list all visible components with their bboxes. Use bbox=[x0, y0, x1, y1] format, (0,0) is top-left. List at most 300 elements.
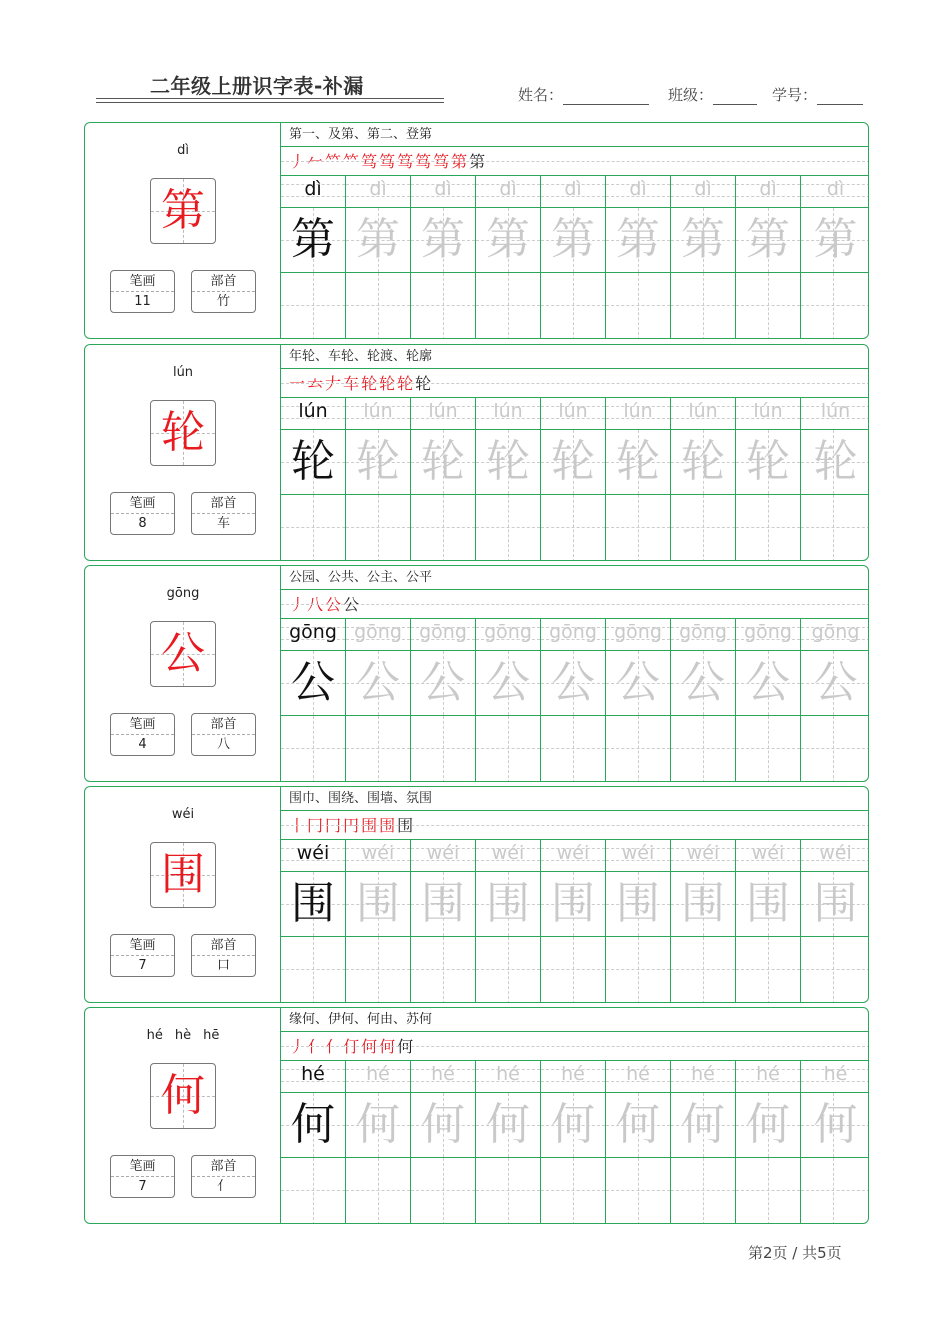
pinyin-cell[interactable] bbox=[606, 176, 670, 208]
main-char: 公 bbox=[161, 628, 205, 679]
trace-char: 轮 bbox=[486, 436, 530, 487]
pinyin-reading: hē bbox=[203, 1028, 220, 1043]
practice-column bbox=[671, 619, 736, 782]
practice-pinyin: hé bbox=[756, 1063, 780, 1085]
write-cell[interactable] bbox=[736, 937, 800, 1003]
practice-column bbox=[801, 398, 869, 561]
write-cell[interactable] bbox=[411, 273, 475, 339]
stroke-step: 丿 bbox=[289, 1037, 306, 1056]
stroke-count-label: 笔画 bbox=[111, 935, 174, 956]
stroke-step: 𥫗 bbox=[325, 152, 342, 171]
practice-column bbox=[606, 619, 671, 782]
practice-column bbox=[801, 840, 869, 1003]
practice-pinyin: hé bbox=[561, 1063, 585, 1085]
trace-cell[interactable] bbox=[671, 208, 735, 273]
trace-cell[interactable] bbox=[281, 208, 345, 273]
trace-cell[interactable] bbox=[736, 208, 800, 273]
practice-pinyin: wéi bbox=[751, 842, 785, 864]
trace-cell[interactable] bbox=[281, 430, 345, 495]
trace-cell[interactable] bbox=[671, 430, 735, 495]
pinyin-cell[interactable] bbox=[346, 619, 410, 651]
pinyin-cell[interactable] bbox=[801, 398, 869, 430]
radical-label: 部首 bbox=[192, 714, 255, 735]
stroke-step: 车 bbox=[343, 374, 360, 393]
stroke-step: 丨 bbox=[289, 816, 306, 835]
trace-cell[interactable] bbox=[541, 208, 605, 273]
practice-pinyin: dì bbox=[564, 178, 582, 200]
write-cell[interactable] bbox=[541, 273, 605, 339]
trace-cell[interactable] bbox=[281, 651, 345, 716]
practice-column bbox=[476, 619, 541, 782]
trace-char: 围 bbox=[681, 878, 725, 929]
trace-cell[interactable] bbox=[801, 208, 869, 273]
write-cell[interactable] bbox=[281, 495, 345, 561]
radical-box bbox=[191, 492, 256, 535]
trace-char: 第 bbox=[421, 214, 465, 265]
trace-cell[interactable] bbox=[476, 430, 540, 495]
trace-char: 公 bbox=[356, 657, 400, 708]
practice-pinyin: wéi bbox=[686, 842, 720, 864]
practice-pinyin: dì bbox=[499, 178, 517, 200]
pinyin-cell[interactable] bbox=[541, 176, 605, 208]
pinyin-cell[interactable] bbox=[346, 176, 410, 208]
write-cell[interactable] bbox=[801, 273, 869, 339]
stroke-step: 围 bbox=[397, 816, 414, 835]
practice-pinyin: gōng bbox=[354, 621, 402, 643]
trace-cell[interactable] bbox=[736, 872, 800, 937]
stroke-count-value: 7 bbox=[138, 958, 147, 973]
practice-column bbox=[541, 1061, 606, 1224]
practice-pinyin: gōng bbox=[484, 621, 532, 643]
stroke-step: 何 bbox=[397, 1037, 414, 1056]
stroke-step: 围 bbox=[361, 816, 378, 835]
practice-pinyin: hé bbox=[366, 1063, 390, 1085]
pinyin-cell[interactable] bbox=[411, 840, 475, 872]
stroke-step: 轮 bbox=[379, 374, 396, 393]
pinyin-cell[interactable] bbox=[541, 840, 605, 872]
practice-pinyin: gōng bbox=[614, 621, 662, 643]
radical-value: 八 bbox=[216, 737, 230, 752]
practice-column bbox=[411, 619, 476, 782]
trace-cell[interactable] bbox=[801, 1093, 869, 1158]
pinyin-cell[interactable] bbox=[736, 840, 800, 872]
pinyin-cell[interactable] bbox=[346, 840, 410, 872]
stroke-step: 丿 bbox=[289, 152, 306, 171]
pinyin-cell[interactable] bbox=[606, 398, 670, 430]
trace-char: 第 bbox=[681, 214, 725, 265]
trace-char: 公 bbox=[681, 657, 725, 708]
pinyin-cell[interactable] bbox=[346, 1061, 410, 1093]
trace-char: 第 bbox=[356, 214, 400, 265]
write-cell[interactable] bbox=[606, 273, 670, 339]
pinyin-cell[interactable] bbox=[541, 1061, 605, 1093]
pinyin-cell[interactable] bbox=[801, 619, 869, 651]
pinyin-cell[interactable] bbox=[541, 619, 605, 651]
practice-column bbox=[476, 1061, 541, 1224]
practice-pinyin: lún bbox=[623, 400, 653, 422]
write-cell[interactable] bbox=[736, 495, 800, 561]
stroke-count-value: 4 bbox=[138, 737, 147, 752]
practice-pinyin: dì bbox=[694, 178, 712, 200]
trace-char: 围 bbox=[616, 878, 660, 929]
main-char-box bbox=[150, 400, 216, 466]
practice-pinyin: lún bbox=[688, 400, 718, 422]
trace-char: 公 bbox=[616, 657, 660, 708]
stroke-step: 笃 bbox=[379, 152, 396, 171]
stroke-step: 公 bbox=[325, 595, 342, 614]
pinyin-cell[interactable] bbox=[541, 398, 605, 430]
pinyin-list bbox=[85, 586, 281, 601]
write-cell[interactable] bbox=[281, 1158, 345, 1224]
pinyin-cell[interactable] bbox=[411, 619, 475, 651]
write-cell[interactable] bbox=[736, 273, 800, 339]
class-label: 班级： bbox=[668, 86, 714, 104]
main-char: 何 bbox=[161, 1070, 205, 1121]
trace-char: 围 bbox=[813, 878, 858, 929]
practice-pinyin: gōng bbox=[679, 621, 727, 643]
write-cell[interactable] bbox=[541, 716, 605, 782]
radical-box bbox=[191, 713, 256, 756]
pinyin-reading: gōng bbox=[166, 586, 200, 601]
practice-column bbox=[736, 398, 801, 561]
pinyin-cell[interactable] bbox=[606, 840, 670, 872]
practice-column bbox=[281, 619, 346, 782]
stroke-step: 冂 bbox=[307, 816, 324, 835]
pinyin-cell[interactable] bbox=[671, 1061, 735, 1093]
trace-char: 轮 bbox=[616, 436, 660, 487]
write-cell[interactable] bbox=[541, 1158, 605, 1224]
write-cell[interactable] bbox=[541, 495, 605, 561]
trace-cell[interactable] bbox=[541, 872, 605, 937]
practice-pinyin: gōng bbox=[549, 621, 597, 643]
trace-char: 围 bbox=[746, 878, 790, 929]
pinyin-cell[interactable] bbox=[281, 398, 345, 430]
radical-box bbox=[191, 1155, 256, 1198]
pinyin-cell[interactable] bbox=[606, 619, 670, 651]
write-cell[interactable] bbox=[801, 495, 869, 561]
pinyin-cell[interactable] bbox=[476, 840, 540, 872]
write-cell[interactable] bbox=[736, 1158, 800, 1224]
trace-cell[interactable] bbox=[476, 651, 540, 716]
stroke-count-value: 11 bbox=[134, 294, 151, 309]
id-field[interactable] bbox=[772, 84, 863, 105]
write-cell[interactable] bbox=[281, 273, 345, 339]
stroke-step: 围 bbox=[379, 816, 396, 835]
stroke-step: 冂 bbox=[325, 816, 342, 835]
pinyin-cell[interactable] bbox=[671, 619, 735, 651]
practice-column bbox=[346, 619, 411, 782]
practice-pinyin: gōng bbox=[419, 621, 467, 643]
write-cell[interactable] bbox=[476, 273, 540, 339]
practice-grid bbox=[281, 840, 869, 1003]
practice-pinyin: wéi bbox=[426, 842, 460, 864]
trace-char: 第 bbox=[486, 214, 530, 265]
radical-box bbox=[191, 270, 256, 313]
pinyin-cell[interactable] bbox=[801, 176, 869, 208]
char-card bbox=[84, 565, 869, 782]
write-cell[interactable] bbox=[606, 495, 670, 561]
write-cell[interactable] bbox=[801, 716, 869, 782]
trace-cell[interactable] bbox=[736, 651, 800, 716]
write-cell[interactable] bbox=[411, 937, 475, 1003]
class-blank[interactable] bbox=[713, 89, 757, 105]
write-cell[interactable] bbox=[281, 716, 345, 782]
trace-cell[interactable] bbox=[606, 872, 670, 937]
trace-cell[interactable] bbox=[801, 872, 869, 937]
pinyin-cell[interactable] bbox=[476, 619, 540, 651]
radical-value: 口 bbox=[216, 958, 230, 973]
write-cell[interactable] bbox=[411, 495, 475, 561]
trace-char: 第 bbox=[551, 214, 595, 265]
practice-column bbox=[671, 840, 736, 1003]
pinyin-cell[interactable] bbox=[476, 1061, 540, 1093]
trace-char: 何 bbox=[291, 1099, 335, 1150]
practice-panel bbox=[281, 1008, 869, 1223]
practice-pinyin: lún bbox=[298, 400, 328, 422]
pinyin-cell[interactable] bbox=[801, 1061, 869, 1093]
trace-char: 第 bbox=[291, 214, 335, 265]
class-field[interactable] bbox=[668, 84, 757, 105]
trace-cell[interactable] bbox=[671, 651, 735, 716]
main-char-box bbox=[150, 842, 216, 908]
write-cell[interactable] bbox=[476, 1158, 540, 1224]
write-cell[interactable] bbox=[541, 937, 605, 1003]
write-cell[interactable] bbox=[671, 1158, 735, 1224]
main-char: 围 bbox=[161, 849, 205, 900]
practice-column bbox=[736, 1061, 801, 1224]
practice-column bbox=[411, 840, 476, 1003]
write-cell[interactable] bbox=[671, 495, 735, 561]
main-char-box bbox=[150, 1063, 216, 1129]
pinyin-cell[interactable] bbox=[736, 398, 800, 430]
trace-cell[interactable] bbox=[606, 1093, 670, 1158]
practice-pinyin: hé bbox=[691, 1063, 715, 1085]
write-cell[interactable] bbox=[281, 937, 345, 1003]
trace-cell[interactable] bbox=[736, 430, 800, 495]
trace-char: 何 bbox=[681, 1099, 725, 1150]
practice-column bbox=[541, 619, 606, 782]
char-card bbox=[84, 786, 869, 1003]
practice-column bbox=[606, 1061, 671, 1224]
practice-column bbox=[671, 398, 736, 561]
trace-char: 公 bbox=[551, 657, 595, 708]
pinyin-cell[interactable] bbox=[346, 398, 410, 430]
practice-column bbox=[346, 840, 411, 1003]
write-cell[interactable] bbox=[346, 716, 410, 782]
char-card bbox=[84, 1007, 869, 1224]
trace-cell[interactable] bbox=[411, 651, 475, 716]
write-cell[interactable] bbox=[346, 1158, 410, 1224]
pinyin-cell[interactable] bbox=[671, 176, 735, 208]
trace-char: 公 bbox=[813, 657, 858, 708]
trace-cell[interactable] bbox=[281, 1093, 345, 1158]
write-cell[interactable] bbox=[801, 1158, 869, 1224]
trace-cell[interactable] bbox=[346, 872, 410, 937]
main-char: 第 bbox=[161, 185, 205, 236]
stroke-count-box bbox=[110, 713, 175, 756]
practice-pinyin: wéi bbox=[361, 842, 395, 864]
trace-cell[interactable] bbox=[606, 208, 670, 273]
trace-cell[interactable] bbox=[411, 430, 475, 495]
pinyin-cell[interactable] bbox=[281, 176, 345, 208]
trace-cell[interactable] bbox=[476, 1093, 540, 1158]
trace-char: 围 bbox=[551, 878, 595, 929]
write-cell[interactable] bbox=[411, 716, 475, 782]
trace-cell[interactable] bbox=[476, 872, 540, 937]
trace-cell[interactable] bbox=[606, 430, 670, 495]
pinyin-cell[interactable] bbox=[411, 398, 475, 430]
practice-column bbox=[541, 176, 606, 339]
trace-cell[interactable] bbox=[801, 430, 869, 495]
trace-cell[interactable] bbox=[346, 208, 410, 273]
practice-column bbox=[411, 1061, 476, 1224]
trace-cell[interactable] bbox=[411, 1093, 475, 1158]
write-cell[interactable] bbox=[606, 716, 670, 782]
pinyin-reading: dì bbox=[177, 143, 189, 158]
write-cell[interactable] bbox=[606, 937, 670, 1003]
pinyin-cell[interactable] bbox=[411, 1061, 475, 1093]
write-cell[interactable] bbox=[671, 273, 735, 339]
practice-grid bbox=[281, 398, 869, 561]
trace-char: 围 bbox=[291, 878, 335, 929]
name-blank[interactable] bbox=[563, 89, 649, 105]
trace-cell[interactable] bbox=[476, 208, 540, 273]
trace-cell[interactable] bbox=[671, 872, 735, 937]
trace-char: 第 bbox=[813, 214, 858, 265]
practice-pinyin: gōng bbox=[744, 621, 792, 643]
pinyin-cell[interactable] bbox=[281, 1061, 345, 1093]
trace-cell[interactable] bbox=[346, 430, 410, 495]
practice-column bbox=[606, 176, 671, 339]
trace-char: 轮 bbox=[356, 436, 400, 487]
write-cell[interactable] bbox=[411, 1158, 475, 1224]
practice-column bbox=[736, 176, 801, 339]
practice-grid bbox=[281, 1061, 869, 1224]
trace-char: 轮 bbox=[813, 436, 858, 487]
practice-column bbox=[736, 619, 801, 782]
trace-cell[interactable] bbox=[411, 872, 475, 937]
write-cell[interactable] bbox=[476, 937, 540, 1003]
main-char: 轮 bbox=[161, 407, 205, 458]
practice-column bbox=[801, 176, 869, 339]
practice-column bbox=[346, 398, 411, 561]
pinyin-reading: hé bbox=[146, 1028, 163, 1043]
write-cell[interactable] bbox=[606, 1158, 670, 1224]
example-words: 缘何、伊何、何由、苏何 bbox=[281, 1008, 869, 1032]
trace-cell[interactable] bbox=[541, 1093, 605, 1158]
practice-column bbox=[606, 398, 671, 561]
pinyin-list bbox=[85, 1028, 281, 1043]
practice-pinyin: hé bbox=[301, 1063, 325, 1085]
trace-cell[interactable] bbox=[801, 651, 869, 716]
page-title: 二年级上册识字表-补漏 bbox=[150, 74, 364, 98]
stroke-count-box bbox=[110, 270, 175, 313]
stroke-count-label: 笔画 bbox=[111, 493, 174, 514]
trace-char: 何 bbox=[813, 1099, 858, 1150]
trace-cell[interactable] bbox=[346, 651, 410, 716]
pinyin-cell[interactable] bbox=[281, 619, 345, 651]
stroke-step: 八 bbox=[307, 595, 324, 614]
write-cell[interactable] bbox=[801, 937, 869, 1003]
title-underline bbox=[96, 98, 444, 99]
write-cell[interactable] bbox=[346, 273, 410, 339]
write-cell[interactable] bbox=[346, 495, 410, 561]
practice-column bbox=[606, 840, 671, 1003]
stroke-step: 𠫓 bbox=[307, 374, 324, 393]
practice-column bbox=[281, 840, 346, 1003]
trace-char: 围 bbox=[486, 878, 530, 929]
trace-char: 公 bbox=[291, 657, 335, 708]
stroke-step: 何 bbox=[379, 1037, 396, 1056]
practice-pinyin: lún bbox=[493, 400, 523, 422]
pinyin-cell[interactable] bbox=[671, 840, 735, 872]
trace-cell[interactable] bbox=[541, 651, 605, 716]
radical-value: 车 bbox=[216, 516, 230, 531]
stroke-step: 丿 bbox=[289, 595, 306, 614]
stroke-order bbox=[281, 1032, 869, 1061]
practice-pinyin: gōng bbox=[811, 621, 860, 643]
pinyin-cell[interactable] bbox=[736, 176, 800, 208]
stroke-step: 亻 bbox=[325, 1037, 342, 1056]
practice-pinyin: lún bbox=[428, 400, 458, 422]
stroke-step: 一 bbox=[289, 374, 306, 393]
pinyin-cell[interactable] bbox=[736, 1061, 800, 1093]
id-blank[interactable] bbox=[817, 89, 863, 105]
trace-cell[interactable] bbox=[346, 1093, 410, 1158]
trace-cell[interactable] bbox=[606, 651, 670, 716]
write-cell[interactable] bbox=[476, 495, 540, 561]
practice-grid bbox=[281, 176, 869, 339]
stroke-order bbox=[281, 147, 869, 176]
pinyin-cell[interactable] bbox=[476, 176, 540, 208]
write-cell[interactable] bbox=[671, 937, 735, 1003]
main-char-box bbox=[150, 178, 216, 244]
trace-char: 第 bbox=[616, 214, 660, 265]
practice-pinyin: lún bbox=[820, 400, 851, 422]
write-cell[interactable] bbox=[476, 716, 540, 782]
pinyin-cell[interactable] bbox=[281, 840, 345, 872]
practice-column bbox=[801, 619, 869, 782]
practice-pinyin: dì bbox=[759, 178, 777, 200]
write-cell[interactable] bbox=[346, 937, 410, 1003]
trace-cell[interactable] bbox=[736, 1093, 800, 1158]
name-field[interactable] bbox=[518, 84, 649, 105]
pinyin-cell[interactable] bbox=[606, 1061, 670, 1093]
trace-cell[interactable] bbox=[281, 872, 345, 937]
pinyin-list bbox=[85, 143, 281, 158]
stroke-step: 𠂇 bbox=[325, 374, 342, 393]
trace-cell[interactable] bbox=[411, 208, 475, 273]
stroke-step: 笃 bbox=[397, 152, 414, 171]
write-cell[interactable] bbox=[736, 716, 800, 782]
pinyin-cell[interactable] bbox=[476, 398, 540, 430]
practice-column bbox=[281, 398, 346, 561]
stroke-count-label: 笔画 bbox=[111, 1156, 174, 1177]
practice-column bbox=[346, 176, 411, 339]
trace-cell[interactable] bbox=[541, 430, 605, 495]
char-card bbox=[84, 344, 869, 561]
pinyin-cell[interactable] bbox=[671, 398, 735, 430]
radical-label: 部首 bbox=[192, 935, 255, 956]
write-cell[interactable] bbox=[671, 716, 735, 782]
trace-cell[interactable] bbox=[671, 1093, 735, 1158]
pinyin-cell[interactable] bbox=[736, 619, 800, 651]
pinyin-cell[interactable] bbox=[801, 840, 869, 872]
pinyin-cell[interactable] bbox=[411, 176, 475, 208]
practice-column bbox=[671, 176, 736, 339]
stroke-step: 笃 bbox=[415, 152, 432, 171]
practice-pinyin: dì bbox=[826, 178, 845, 200]
